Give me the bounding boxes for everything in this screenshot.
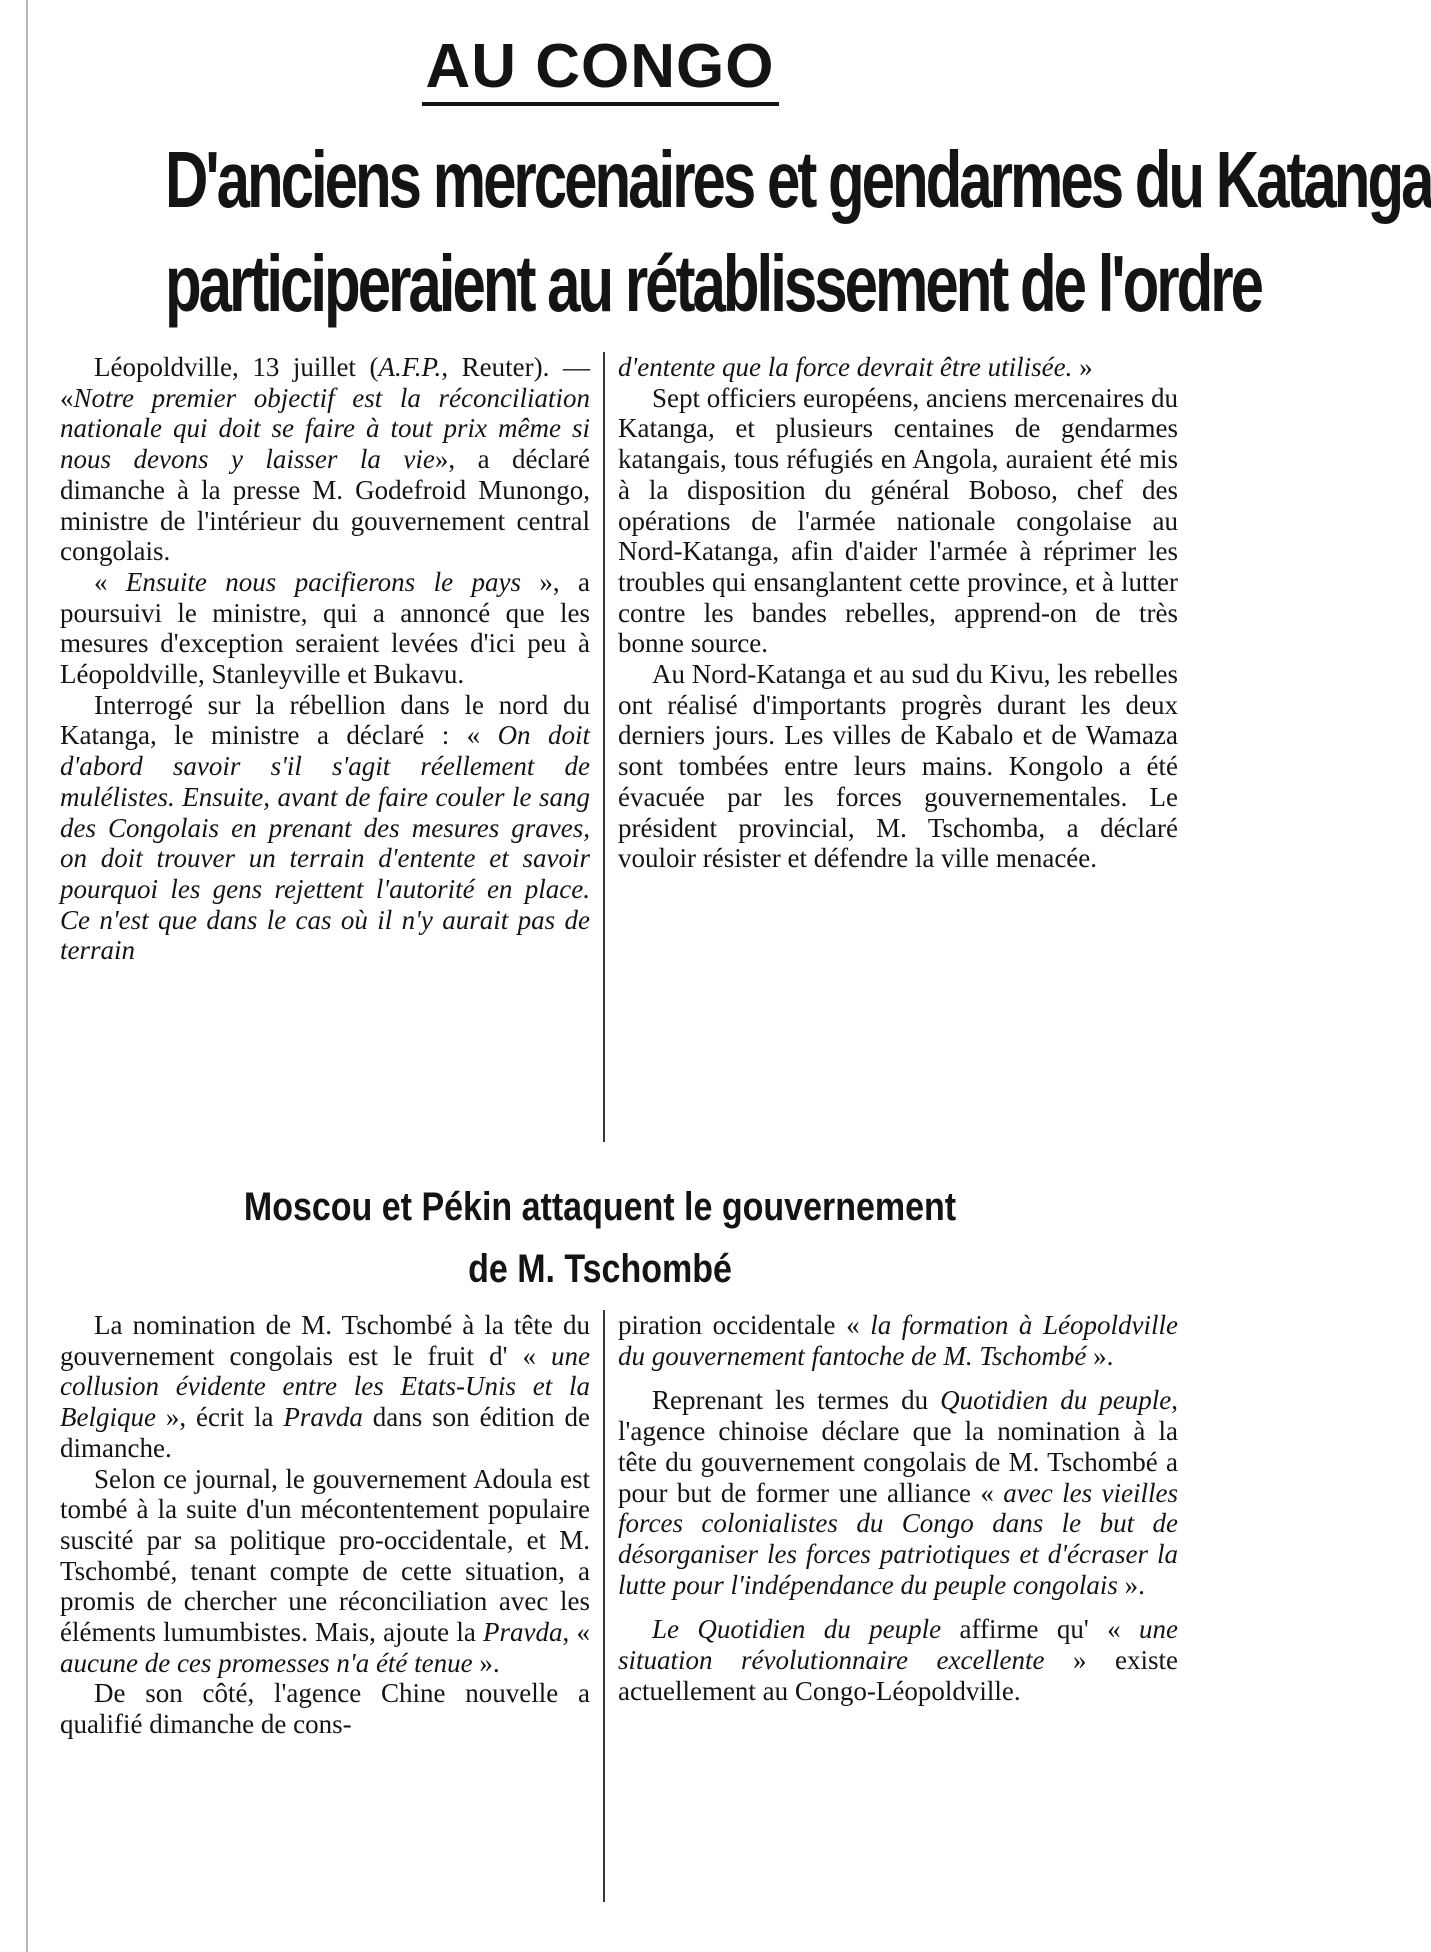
paragraph: De son côté, l'agence Chine nouvelle a qualifié dimanche de cons-: [60, 1678, 590, 1740]
paragraph: Selon ce journal, le gouvernement Adoula est tombé à la suite d'un mécontentement populaire suscité par sa politique pro-occidentale, et M. Tschombé, tenant compte de cette situation, a promis de chercher une réconciliation avec les éléments lumumbistes. Mais, ajoute la Pravda, « aucune de ces promesses n'a été tenue ».: [60, 1463, 591, 1678]
page-margin-rule: [26, 0, 28, 1952]
article-right-column: [618, 352, 1178, 874]
second-article-right-column: [618, 1310, 1178, 1706]
paragraph: La nomination de M. Tschombé à la tête du gouvernement congolais est le fruit d' « une collusion évidente entre les Etats-Unis et la Belgique », écrit la Pravda dans son édition de dimanche.: [60, 1310, 590, 1463]
main-headline: [165, 128, 1431, 336]
paragraph: Reprenant les termes du Quotidien du peuple, l'agence chinoise déclare que la nomination à la tête du gouvernement congolais de M. Tschombé a pour but de former une alliance « avec les vieilles forces colonialistes du Congo dans le but de désorganiser les forces patriotiques et d'écraser la lutte pour l'indépendance du peuple congolais ».: [618, 1385, 1179, 1600]
paragraph: piration occidentale « la formation à Léopoldville du gouvernement fantoche de M. Tschombé ».: [618, 1310, 1178, 1371]
second-article-left-column: [60, 1310, 590, 1740]
paragraph: Sept officiers européens, anciens mercenaires du Katanga, et plusieurs centaines de gendarmes katangais, tous réfugiés en Angola, auraient été mis à la disposition du général Boboso, chef des opérations de l'armée nationale congolaise au Nord-Katanga, afin d'aider l'armée à réprimer les troubles qui ensanglantent cette province, et à lutter contre les bandes rebelles, apprend-on de très bonne source.: [618, 382, 1178, 659]
article-left-column: [60, 352, 590, 966]
second-headline-line-2: de M. Tschombé: [468, 1247, 732, 1291]
paragraph: Interrogé sur la rébellion dans le nord du Katanga, le ministre a déclaré : « On doit d'abord savoir s'il s'agit réellement de mulélistes. Ensuite, avant de faire couler le sang des Congolais en prenant des mesures graves, on doit trouver un terrain d'entente et savoir pourquoi les gens rejettent l'autorité en place. Ce n'est que dans le cas où il n'y aurait pas de terrain: [60, 689, 590, 966]
paragraph: « Ensuite nous pacifierons le pays », a poursuivi le ministre, qui a annoncé que les mesures d'exception seraient levées d'ici peu à Léopoldville, Stanleyville et Bukavu.: [60, 566, 591, 690]
section-kicker: AU CONGO: [0, 36, 1200, 106]
headline-line-2: participeraient au rétablissement de l'ordre: [165, 239, 1262, 328]
column-divider: [603, 1310, 605, 1902]
paragraph: Le Quotidien du peuple affirme qu' « une situation révolutionnaire excellente » existe actuellement au Congo-Léopoldville.: [618, 1614, 1178, 1706]
column-divider: [603, 352, 605, 1142]
paragraph: Au Nord-Katanga et au sud du Kivu, les rebelles ont réalisé d'importants progrès durant les deux derniers jours. Les villes de Kabalo et de Wamaza sont tombées entre leurs mains. Kongolo a été évacuée par les forces gouvernementales. Le président provincial, M. Tschomba, a déclaré vouloir résister et défendre la ville menacée.: [618, 659, 1178, 874]
second-headline: [90, 1176, 1110, 1300]
headline-line-1: D'anciens mercenaires et gendarmes du Katanga: [165, 135, 1431, 224]
paragraph: Léopoldville, 13 juillet (A.F.P., Reuter). — «Notre premier objectif est la réconciliation nationale qui doit se faire à tout prix même si nous devons y laisser la vie», a déclaré dimanche à la presse M. Godefroid Munongo, ministre de l'intérieur du gouvernement central congolais.: [60, 352, 590, 567]
second-headline-line-1: Moscou et Pékin attaquent le gouvernement: [243, 1185, 957, 1229]
paragraph: d'entente que la force devrait être utilisée. »: [618, 352, 1093, 382]
